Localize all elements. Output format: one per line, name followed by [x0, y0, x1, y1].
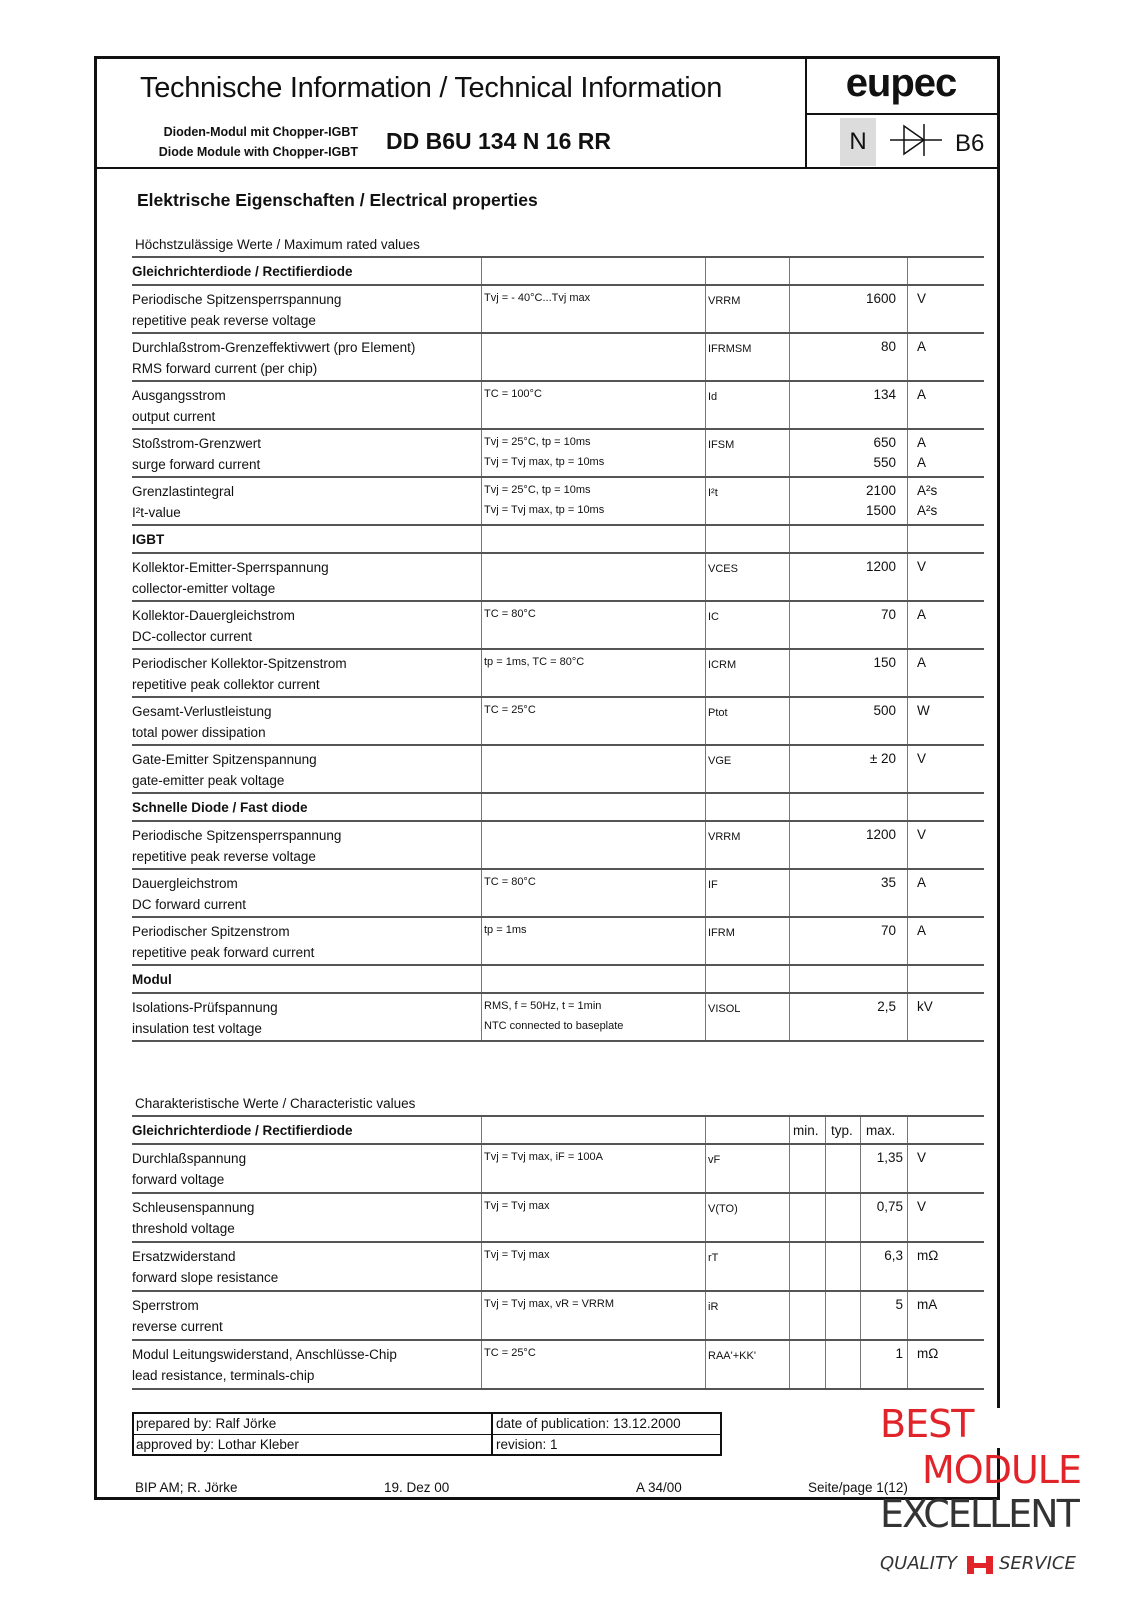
param-name-en: forward voltage: [132, 1172, 225, 1187]
column-divider: [907, 994, 908, 1040]
condition-text: tp = 1ms: [484, 924, 527, 936]
char-header-row: [132, 1117, 984, 1145]
column-divider: [907, 1341, 908, 1388]
column-divider: [789, 602, 790, 648]
param-name-en: RMS forward current (per chip): [132, 361, 318, 376]
group-label: Gleichrichterdiode / Rectifierdiode: [132, 264, 353, 279]
column-divider: [481, 430, 482, 476]
condition-text: RMS, f = 50Hz, t = 1min: [484, 1000, 602, 1012]
table-row: [132, 554, 984, 602]
param-name-de: Dauergleichstrom: [132, 876, 238, 891]
eupec-logo: eupec: [845, 61, 957, 105]
param-name-en: insulation test voltage: [132, 1021, 262, 1036]
b6-label: B6: [955, 130, 985, 157]
unit-text: V: [917, 1150, 927, 1165]
column-divider: [705, 1243, 706, 1290]
prepared-by: prepared by: Ralf Jörke: [136, 1416, 277, 1431]
param-name-de: Durchlaßstrom-Grenzeffektivwert (pro Element): [132, 340, 416, 355]
param-name-de: Ersatzwiderstand: [132, 1249, 236, 1264]
subtitle-en: Diode Module with Chopper-IGBT: [158, 145, 358, 159]
value-text: 1600: [865, 291, 896, 306]
param-name-de: Periodischer Spitzenstrom: [132, 924, 290, 939]
symbol-text: VRRM: [708, 831, 741, 843]
column-divider: [789, 286, 790, 332]
page-title: Technische Information / Technical Information: [140, 72, 723, 104]
column-divider: [481, 286, 482, 332]
column-divider: [860, 1117, 861, 1143]
column-divider: [481, 822, 482, 868]
column-divider: [705, 1117, 706, 1143]
column-divider: [825, 1117, 826, 1143]
max-value-text: 0,75: [876, 1199, 903, 1214]
column-divider: [705, 258, 706, 284]
unit-text: mΩ: [917, 1346, 939, 1361]
watermark-module: MODULE: [922, 1448, 1081, 1492]
column-divider: [481, 918, 482, 964]
unit-text: A²s: [917, 503, 938, 518]
param-name-en: repetitive peak forward current: [132, 945, 315, 960]
unit-text: V: [917, 291, 927, 306]
column-divider: [481, 526, 482, 552]
param-name-de: Ausgangsstrom: [132, 388, 226, 403]
column-divider: [705, 286, 706, 332]
table-row: [132, 478, 984, 526]
column-divider: [705, 1194, 706, 1241]
unit-text: mA: [917, 1297, 938, 1312]
column-divider: [789, 650, 790, 696]
unit-text: A: [917, 339, 927, 354]
column-divider: [705, 430, 706, 476]
symbol-text: IFRM: [708, 927, 735, 939]
param-name-de: Kollektor-Dauergleichstrom: [132, 608, 295, 623]
column-divider: [705, 650, 706, 696]
column-divider: [789, 478, 790, 524]
param-name-de: Isolations-Prüfspannung: [132, 1000, 278, 1015]
value-text: 2,5: [877, 999, 896, 1014]
unit-text: A: [917, 655, 927, 670]
column-divider: [481, 478, 482, 524]
param-name-en: lead resistance, terminals-chip: [132, 1368, 315, 1383]
column-divider: [481, 602, 482, 648]
condition-text: TC = 100°C: [484, 388, 542, 400]
column-divider: [789, 1117, 790, 1143]
condition-text: Tvj = 25°C, tp = 10ms: [484, 436, 591, 448]
column-divider: [705, 870, 706, 916]
publication-date: date of publication: 13.12.2000: [496, 1416, 681, 1431]
unit-text: A²s: [917, 483, 938, 498]
column-divider: [705, 746, 706, 792]
column-divider: [907, 478, 908, 524]
column-divider: [907, 554, 908, 600]
column-divider: [789, 698, 790, 744]
group-label: IGBT: [132, 532, 165, 547]
group-row: [132, 526, 984, 554]
column-divider: [705, 1292, 706, 1339]
column-divider: [789, 746, 790, 792]
column-divider: [907, 602, 908, 648]
column-divider: [481, 870, 482, 916]
column-divider: [481, 746, 482, 792]
condition-text: Tvj = Tvj max, vR = VRRM: [484, 1298, 614, 1310]
unit-text: A: [917, 387, 927, 402]
typ-header: typ.: [831, 1123, 853, 1138]
column-divider: [907, 1194, 908, 1241]
param-name-en: total power dissipation: [132, 725, 266, 740]
column-divider: [907, 1117, 908, 1143]
column-divider: [789, 554, 790, 600]
max-value-text: 6,3: [884, 1248, 903, 1263]
column-divider: [481, 1117, 482, 1143]
max-header: max.: [866, 1123, 896, 1138]
symbol-text: IFRMSM: [708, 343, 752, 355]
group-label: Gleichrichterdiode / Rectifierdiode: [132, 1123, 353, 1138]
table-row: [132, 1243, 984, 1292]
column-divider: [907, 526, 908, 552]
column-divider: [907, 1243, 908, 1290]
symbol-text: ICRM: [708, 659, 737, 671]
param-name-de: Grenzlastintegral: [132, 484, 235, 499]
column-divider: [789, 258, 790, 284]
param-name-en: repetitive peak reverse voltage: [132, 313, 316, 328]
column-divider: [907, 918, 908, 964]
symbol-text: I²t: [708, 487, 718, 499]
table-row: [132, 1145, 984, 1194]
column-divider: [481, 650, 482, 696]
max-value-text: 1,35: [876, 1150, 903, 1165]
column-divider: [705, 602, 706, 648]
param-name-en: DC-collector current: [132, 629, 253, 644]
column-divider: [907, 794, 908, 820]
column-divider: [907, 870, 908, 916]
column-divider: [907, 1145, 908, 1192]
column-divider: [705, 526, 706, 552]
column-divider: [907, 966, 908, 992]
unit-text: A: [917, 455, 927, 470]
param-name-de: Kollektor-Emitter-Sperrspannung: [132, 560, 329, 575]
group-row: [132, 966, 984, 994]
column-divider: [907, 430, 908, 476]
column-divider: [481, 1341, 482, 1388]
value-text: 150: [873, 655, 896, 670]
table-row: [132, 430, 984, 478]
column-divider: [907, 382, 908, 428]
column-divider: [481, 258, 482, 284]
column-divider: [907, 258, 908, 284]
watermark-quality: QUALITY: [880, 1553, 957, 1574]
column-divider: [789, 822, 790, 868]
n-badge: N: [840, 118, 876, 166]
column-divider: [789, 334, 790, 380]
char-values-label: Charakteristische Werte / Characteristic values: [135, 1096, 416, 1111]
column-divider: [705, 554, 706, 600]
column-divider: [907, 1292, 908, 1339]
table-row: [132, 382, 984, 430]
unit-text: A: [917, 435, 927, 450]
column-divider: [789, 1341, 790, 1388]
diode-symbol-icon: [888, 120, 944, 160]
column-divider: [907, 822, 908, 868]
symbol-text: VGE: [708, 755, 732, 767]
table-row: [132, 822, 984, 870]
column-divider: [705, 794, 706, 820]
column-divider: [481, 994, 482, 1040]
table-row: [132, 1341, 984, 1390]
condition-text: Tvj = Tvj max, iF = 100A: [484, 1151, 604, 1163]
value-text: 134: [873, 387, 896, 402]
param-name-en: collector-emitter voltage: [132, 581, 276, 596]
column-divider: [789, 1194, 790, 1241]
unit-text: mΩ: [917, 1248, 939, 1263]
table-row: [132, 1292, 984, 1341]
unit-text: A: [917, 607, 927, 622]
symbol-text: VISOL: [708, 1003, 741, 1015]
value-text: 1200: [865, 559, 896, 574]
column-divider: [789, 1145, 790, 1192]
symbol-text: IC: [708, 611, 719, 623]
unit-text: V: [917, 751, 927, 766]
watermark-service: SERVICE: [999, 1553, 1076, 1574]
min-header: min.: [793, 1123, 819, 1138]
param-name-de: Modul Leitungswiderstand, Anschlüsse-Chip: [132, 1347, 397, 1362]
column-divider: [705, 382, 706, 428]
symbol-text: vF: [708, 1154, 721, 1166]
table-row: [132, 918, 984, 966]
group-label: Schnelle Diode / Fast diode: [132, 800, 308, 815]
value-text: 500: [873, 703, 896, 718]
table-row: [132, 334, 984, 382]
param-name-en: threshold voltage: [132, 1221, 235, 1236]
column-divider: [481, 1243, 482, 1290]
symbol-text: VCES: [708, 563, 738, 575]
symbol-text: Id: [708, 391, 718, 403]
symbol-text: IFSM: [708, 439, 735, 451]
column-divider: [705, 334, 706, 380]
condition-text: TC = 25°C: [484, 1347, 536, 1359]
condition-text: Tvj = Tvj max, tp = 10ms: [484, 456, 605, 468]
approved-by: approved by: Lothar Kleber: [136, 1437, 299, 1452]
footer-author: BIP AM; R. Jörke: [135, 1480, 238, 1495]
footer-doc-number: A 34/00: [636, 1480, 682, 1495]
group-row: [132, 258, 984, 286]
column-divider: [907, 334, 908, 380]
symbol-text: rT: [708, 1252, 719, 1264]
condition-text: Tvj = Tvj max: [484, 1200, 550, 1212]
column-divider: [789, 994, 790, 1040]
footer-date: 19. Dez 00: [384, 1480, 450, 1495]
param-name-en: forward slope resistance: [132, 1270, 279, 1285]
column-divider: [481, 554, 482, 600]
value-text: 1200: [865, 827, 896, 842]
column-divider: [705, 1341, 706, 1388]
value-text: 70: [880, 607, 896, 622]
table-row: [132, 746, 984, 794]
symbol-text: V(TO): [708, 1203, 738, 1215]
column-divider: [481, 698, 482, 744]
value-text: 550: [873, 455, 896, 470]
revision: revision: 1: [496, 1437, 558, 1452]
param-name-en: gate-emitter peak voltage: [132, 773, 285, 788]
column-divider: [481, 1292, 482, 1339]
column-divider: [789, 1292, 790, 1339]
condition-text: TC = 80°C: [484, 608, 536, 620]
condition-text: Tvj = - 40°C...Tvj max: [484, 292, 591, 304]
column-divider: [907, 650, 908, 696]
column-divider: [789, 430, 790, 476]
symbol-text: RAA'+KK': [708, 1350, 756, 1362]
max-rated-label: Höchstzulässige Werte / Maximum rated values: [135, 237, 420, 252]
param-name-de: Stoßstrom-Grenzwert: [132, 436, 262, 451]
column-divider: [705, 966, 706, 992]
param-name-en: surge forward current: [132, 457, 261, 472]
symbol-text: Ptot: [708, 707, 728, 719]
symbol-text: IF: [708, 879, 718, 891]
table-row: [132, 870, 984, 918]
param-name-de: Periodische Spitzensperrspannung: [132, 828, 342, 843]
param-name-en: reverse current: [132, 1319, 223, 1334]
column-divider: [907, 698, 908, 744]
param-name-en: DC forward current: [132, 897, 247, 912]
subtitle-de: Dioden-Modul mit Chopper-IGBT: [163, 125, 358, 139]
condition-text: TC = 80°C: [484, 876, 536, 888]
column-divider: [789, 870, 790, 916]
group-label: Modul: [132, 972, 172, 987]
table-row: [132, 1194, 984, 1243]
param-name-en: output current: [132, 409, 216, 424]
group-row: [132, 794, 984, 822]
table-row: [132, 994, 984, 1042]
column-divider: [481, 966, 482, 992]
column-divider: [705, 994, 706, 1040]
watermark-best: BEST: [880, 1402, 974, 1446]
watermark-excellent: EXCELLENT: [880, 1492, 1078, 1536]
value-text: ± 20: [869, 751, 896, 766]
unit-text: kV: [917, 999, 933, 1014]
unit-text: A: [917, 923, 927, 938]
column-divider: [789, 966, 790, 992]
param-name-en: repetitive peak collektor current: [132, 677, 320, 692]
table-row: [132, 650, 984, 698]
logo-divider: [805, 113, 1000, 115]
column-divider: [907, 746, 908, 792]
max-value-text: 5: [895, 1297, 903, 1312]
column-divider: [705, 822, 706, 868]
column-divider: [705, 478, 706, 524]
value-text: 35: [880, 875, 896, 890]
column-divider: [705, 698, 706, 744]
handshake-icon: [965, 1552, 995, 1576]
section-title: Elektrische Eigenschaften / Electrical properties: [137, 190, 538, 210]
param-name-de: Schleusenspannung: [132, 1200, 255, 1215]
column-divider: [907, 286, 908, 332]
param-name-de: Periodischer Kollektor-Spitzenstrom: [132, 656, 347, 671]
column-divider: [789, 794, 790, 820]
condition-text: TC = 25°C: [484, 704, 536, 716]
column-divider: [789, 382, 790, 428]
condition-text: Tvj = Tvj max: [484, 1249, 550, 1261]
value-text: 80: [880, 339, 896, 354]
value-text: 650: [873, 435, 896, 450]
unit-text: V: [917, 559, 927, 574]
condition-text: NTC connected to baseplate: [484, 1020, 624, 1032]
table-row: [132, 602, 984, 650]
unit-text: W: [917, 703, 930, 718]
max-value-text: 1: [895, 1346, 903, 1361]
column-divider: [481, 1194, 482, 1241]
value-text: 1500: [865, 503, 896, 518]
param-name-de: Durchlaßspannung: [132, 1151, 247, 1166]
column-divider: [481, 794, 482, 820]
unit-text: V: [917, 827, 927, 842]
param-name-de: Periodische Spitzensperrspannung: [132, 292, 342, 307]
footer-page: Seite/page 1(12): [808, 1480, 908, 1495]
symbol-text: VRRM: [708, 295, 741, 307]
value-text: 2100: [865, 483, 896, 498]
param-name-de: Sperrstrom: [132, 1298, 199, 1313]
param-name-en: repetitive peak reverse voltage: [132, 849, 316, 864]
column-divider: [789, 1243, 790, 1290]
table-row: [132, 286, 984, 334]
signature-table: [132, 1412, 722, 1456]
column-divider: [481, 334, 482, 380]
column-divider: [789, 918, 790, 964]
column-divider: [481, 1145, 482, 1192]
condition-text: Tvj = 25°C, tp = 10ms: [484, 484, 591, 496]
column-divider: [705, 1145, 706, 1192]
column-divider: [789, 526, 790, 552]
value-text: 70: [880, 923, 896, 938]
param-name-de: Gesamt-Verlustleistung: [132, 704, 272, 719]
column-divider: [705, 918, 706, 964]
unit-text: V: [917, 1199, 927, 1214]
type-code: DD B6U 134 N 16 RR: [386, 128, 611, 154]
condition-text: Tvj = Tvj max, tp = 10ms: [484, 504, 605, 516]
symbol-text: iR: [708, 1301, 719, 1313]
condition-text: tp = 1ms, TC = 80°C: [484, 656, 585, 668]
header-divider: [94, 167, 1000, 169]
column-divider: [481, 382, 482, 428]
param-name-en: I²t-value: [132, 505, 181, 520]
table-row: [132, 698, 984, 746]
param-name-de: Gate-Emitter Spitzenspannung: [132, 752, 317, 767]
unit-text: A: [917, 875, 927, 890]
